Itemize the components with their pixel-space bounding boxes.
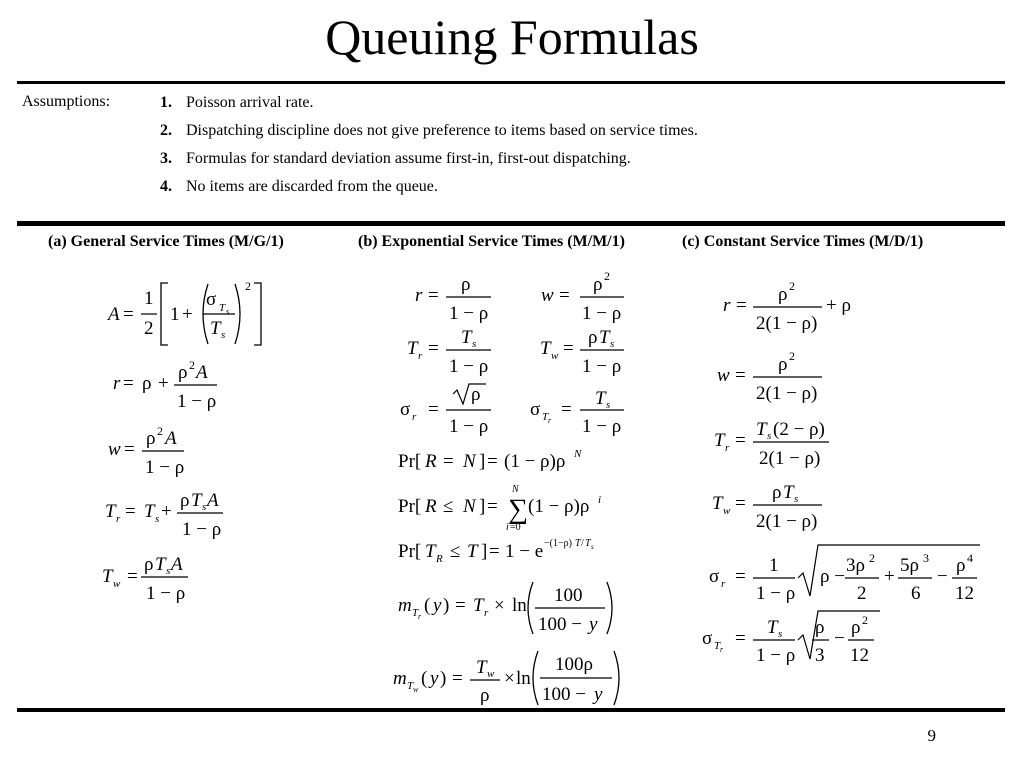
svg-text:1 − ρ: 1 − ρ [582,303,622,324]
mg1-formula-tw [102,554,188,604]
svg-text:): ) [443,595,450,616]
svg-text:r: r [721,578,726,590]
svg-text:R: R [425,451,437,472]
svg-text:N: N [463,451,476,472]
svg-text:2: 2 [245,279,251,293]
svg-text:T: T [155,554,166,575]
svg-text:T: T [425,541,436,562]
svg-text:∑: ∑ [508,494,528,525]
svg-text:]: ] [479,496,486,517]
svg-text:1 − e: 1 − e [505,541,544,562]
svg-text:100ρ: 100ρ [555,654,593,675]
svg-text:100: 100 [554,585,583,606]
svg-text:A: A [207,490,219,511]
svg-text:+: + [884,566,895,587]
svg-text:y: y [433,595,442,616]
svg-text:N: N [512,484,519,495]
svg-text:ρ: ρ [778,284,788,305]
svg-text:=: = [735,365,746,386]
svg-text:2: 2 [869,551,875,565]
mm1-formula-tw [540,327,624,377]
svg-text:T: T [144,501,155,522]
svg-text:=: = [736,295,747,316]
svg-text:ρ: ρ [593,274,603,295]
svg-text:−(1−ρ): −(1−ρ) [544,538,572,549]
svg-text:r: r [484,607,489,619]
mg1-formula-tr [105,490,223,540]
svg-text:=: = [735,430,746,451]
svg-text:T: T [712,493,723,514]
svg-text:=: = [735,628,746,649]
svg-text:R: R [425,496,437,517]
svg-text:1: 1 [170,304,180,325]
svg-text:2(1 − ρ): 2(1 − ρ) [756,511,818,532]
mm1-formula-m-tw [393,651,619,706]
svg-text:r: r [415,285,423,306]
svg-text:2: 2 [157,424,163,438]
svg-text:T: T [714,430,725,451]
assumption-text: Poisson arrival rate. [186,94,314,111]
svg-text:2: 2 [862,613,868,627]
assumption-text: Dispatching discipline does not give preference to items based on service times. [186,122,698,139]
mm1-formula-pr-r-le-n [398,484,601,533]
svg-text:(: ( [421,668,428,689]
svg-text:ρ: ρ [815,617,825,638]
column-heading-md1: (c) Constant Service Times (M/D/1) [682,233,924,250]
svg-text:σ: σ [400,399,411,420]
svg-text:A: A [196,362,208,383]
svg-text:T: T [412,607,419,619]
svg-text:2: 2 [857,583,867,604]
svg-text:=: = [735,566,746,587]
svg-text:4: 4 [967,551,973,565]
svg-text:=: = [455,595,466,616]
svg-text:T: T [219,302,226,314]
svg-text:ρ: ρ [461,274,471,295]
md1-formula-tw [712,482,822,532]
svg-text:w: w [717,365,730,386]
svg-text:s: s [221,329,226,341]
svg-text:y: y [430,668,439,689]
svg-text:m: m [393,668,407,689]
svg-text:s: s [767,430,772,442]
svg-text:5ρ: 5ρ [900,555,919,576]
mg1-formula-r [113,358,217,412]
svg-text:T: T [575,538,581,549]
svg-text:s: s [226,307,230,316]
svg-text:r: r [418,612,422,621]
svg-text:ρ: ρ [471,384,481,405]
svg-text:+: + [182,304,193,325]
svg-text:r: r [723,295,731,316]
svg-text:=: = [561,399,572,420]
svg-text:1 − ρ: 1 − ρ [182,519,222,540]
svg-text:ρ: ρ [146,428,156,449]
svg-text:T: T [210,318,221,339]
svg-text:6: 6 [911,583,921,604]
column-heading-mg1: (a) General Service Times (M/G/1) [48,233,284,250]
svg-text:2(1 − ρ): 2(1 − ρ) [759,448,821,469]
svg-text:N: N [463,496,476,517]
svg-text:σ: σ [702,628,713,649]
svg-text:T: T [105,501,116,522]
svg-text:Pr[: Pr[ [398,451,422,472]
svg-text:r: r [418,350,423,362]
slide-title: Queuing Formulas [325,9,699,65]
svg-text:1 − ρ: 1 − ρ [177,391,217,412]
svg-text:(2 − ρ): (2 − ρ) [773,419,825,440]
svg-text:m: m [398,595,412,616]
svg-text:×: × [504,668,515,689]
svg-text:r: r [412,411,417,423]
svg-text:/: / [581,538,584,549]
svg-text:s: s [778,628,783,640]
svg-text:]: ] [479,451,486,472]
svg-text:(: ( [424,595,431,616]
svg-text:=: = [428,399,439,420]
svg-text:=: = [123,304,134,325]
svg-text:1 − ρ: 1 − ρ [449,303,489,324]
svg-text:Pr[: Pr[ [398,496,422,517]
svg-text:+: + [158,373,169,394]
svg-text:s: s [155,513,160,525]
svg-text:=: = [127,566,138,587]
mm1-formula-r [415,274,491,324]
md1-formula-sigma-r [709,545,980,604]
svg-text:w: w [551,350,559,362]
svg-text:2: 2 [189,358,195,372]
mg1-formula-w [108,424,184,478]
svg-text:s: s [591,543,594,551]
svg-text:ρ: ρ [480,685,490,706]
svg-text:s: s [794,493,799,505]
svg-text:ln: ln [512,595,527,616]
mm1-formula-m-tr [398,582,612,635]
svg-text:Pr[: Pr[ [398,541,422,562]
svg-text:1 − ρ: 1 − ρ [449,416,489,437]
svg-text:2: 2 [144,318,154,339]
svg-text:s: s [606,399,611,411]
svg-text:r: r [116,513,121,525]
svg-text:2: 2 [604,269,610,283]
svg-text:R: R [436,553,443,565]
svg-text:=: = [487,496,498,517]
assumption-text: No items are discarded from the queue. [186,178,438,195]
svg-text:σ: σ [206,289,217,310]
page-number: 9 [927,726,936,745]
svg-text:w: w [413,685,419,694]
svg-text:ρ −: ρ − [820,566,845,587]
svg-text:ρ: ρ [144,554,154,575]
mm1-formula-pr-tr-le-t [398,538,594,565]
svg-text:1 − ρ: 1 − ρ [146,583,186,604]
svg-text:=0: =0 [510,522,521,533]
svg-text:(1 − ρ)ρ: (1 − ρ)ρ [504,451,566,472]
svg-text:A: A [171,554,183,575]
svg-text:=: = [563,338,574,359]
svg-text:=: = [559,285,570,306]
mg1-formula-a [106,279,261,345]
svg-text:T: T [599,327,610,348]
svg-text:−: − [937,566,948,587]
svg-text:i: i [506,522,509,533]
assumption-number: 4. [160,178,172,195]
svg-text:T: T [767,617,778,638]
svg-text:s: s [472,338,477,350]
svg-text:ρ: ρ [588,327,598,348]
svg-text:y: y [589,614,598,635]
svg-text:s: s [202,501,207,513]
svg-text:ρ: ρ [956,555,966,576]
svg-text:r: r [725,442,730,454]
svg-text:w: w [723,505,731,517]
svg-text:≤: ≤ [443,496,454,517]
svg-text:2(1 − ρ): 2(1 − ρ) [756,383,818,404]
svg-text:T: T [461,327,472,348]
svg-text:1 − ρ: 1 − ρ [582,416,622,437]
svg-text:−: − [834,628,845,649]
svg-text:T: T [714,640,721,652]
svg-text:T: T [191,490,202,511]
svg-text:1 − ρ: 1 − ρ [756,645,796,666]
svg-text:1 − ρ: 1 − ρ [145,457,185,478]
svg-text:T: T [476,657,487,678]
svg-text:w: w [487,668,495,680]
svg-text:ρ: ρ [772,482,782,503]
svg-text:s: s [166,565,171,577]
svg-text:T: T [585,538,591,549]
column-heading-mm1: (b) Exponential Service Times (M/M/1) [358,233,625,250]
svg-text:y: y [594,684,603,705]
svg-text:1 − ρ: 1 − ρ [449,356,489,377]
svg-text:≤: ≤ [450,541,461,562]
md1-formula-r [723,279,851,334]
svg-text:T: T [540,338,551,359]
svg-text:s: s [610,338,615,350]
svg-text:1 − ρ: 1 − ρ [582,356,622,377]
svg-text:=: = [125,501,136,522]
svg-text:ρ: ρ [178,362,188,383]
svg-text:ρ: ρ [142,373,152,394]
svg-text:+: + [161,501,172,522]
svg-text:]: ] [481,541,488,562]
mm1-formula-pr-r-eq-n [398,448,582,472]
svg-text:3: 3 [923,551,929,565]
svg-text:=: = [489,541,500,562]
assumptions-label: Assumptions: [22,93,111,110]
svg-text:100 −: 100 − [538,614,582,635]
svg-text:σ: σ [530,399,541,420]
mm1-formula-tr [407,327,491,377]
svg-text:=: = [124,439,135,460]
svg-text:T: T [407,680,414,692]
assumption-number: 2. [160,122,172,139]
svg-text:1 − ρ: 1 − ρ [756,583,796,604]
svg-text:3: 3 [815,645,825,666]
svg-text:12: 12 [850,645,869,666]
svg-text:T: T [542,411,549,423]
table-bottom-rule [17,708,1005,712]
svg-text:T: T [407,338,418,359]
assumption-number: 3. [160,150,172,167]
svg-text:ρ: ρ [851,617,861,638]
svg-text:3ρ: 3ρ [846,555,865,576]
svg-text:100 −: 100 − [542,684,586,705]
svg-text:2: 2 [789,349,795,363]
svg-text:1: 1 [144,288,154,309]
svg-text:T: T [473,595,484,616]
svg-text:2(1 − ρ): 2(1 − ρ) [756,313,818,334]
svg-text:T: T [756,419,767,440]
md1-formula-sigma-tr [702,611,880,666]
svg-text:σ: σ [709,566,720,587]
svg-text:T: T [467,541,478,562]
svg-text:N: N [574,448,582,460]
assumption-text: Formulas for standard deviation assume first-in, first-out dispatching. [186,150,631,167]
svg-text:12: 12 [955,583,974,604]
svg-text:A: A [165,428,177,449]
assumption-number: 1. [160,94,172,111]
svg-text:×: × [494,595,505,616]
svg-text:1: 1 [769,555,779,576]
md1-formula-tr [714,419,829,469]
svg-text:ρ: ρ [180,490,190,511]
svg-text:w: w [108,439,121,460]
svg-text:A: A [108,304,120,325]
svg-text:T: T [102,566,113,587]
svg-text:T: T [595,388,606,409]
svg-text:=: = [123,373,134,394]
svg-text:2: 2 [789,279,795,293]
svg-text:ln: ln [516,668,531,689]
svg-text:=: = [443,451,454,472]
svg-text:+ ρ: + ρ [826,295,851,316]
svg-text:r: r [720,645,724,654]
svg-text:=: = [487,451,498,472]
mm1-formula-w [541,269,624,324]
svg-text:i: i [598,494,602,506]
svg-text:ρ: ρ [778,354,788,375]
mm1-formula-sigma-tr [530,388,624,437]
svg-text:(1 − ρ)ρ: (1 − ρ)ρ [528,496,590,517]
svg-text:T: T [783,482,794,503]
svg-text:=: = [735,493,746,514]
svg-text:=: = [428,338,439,359]
md1-formula-w [717,349,822,404]
svg-text:r: r [548,416,552,425]
svg-text:w: w [541,285,554,306]
svg-text:): ) [440,668,447,689]
svg-text:=: = [452,668,463,689]
svg-text:=: = [428,285,439,306]
mm1-formula-sigma-r [400,384,491,437]
svg-text:r: r [113,373,121,394]
svg-text:w: w [113,578,121,590]
